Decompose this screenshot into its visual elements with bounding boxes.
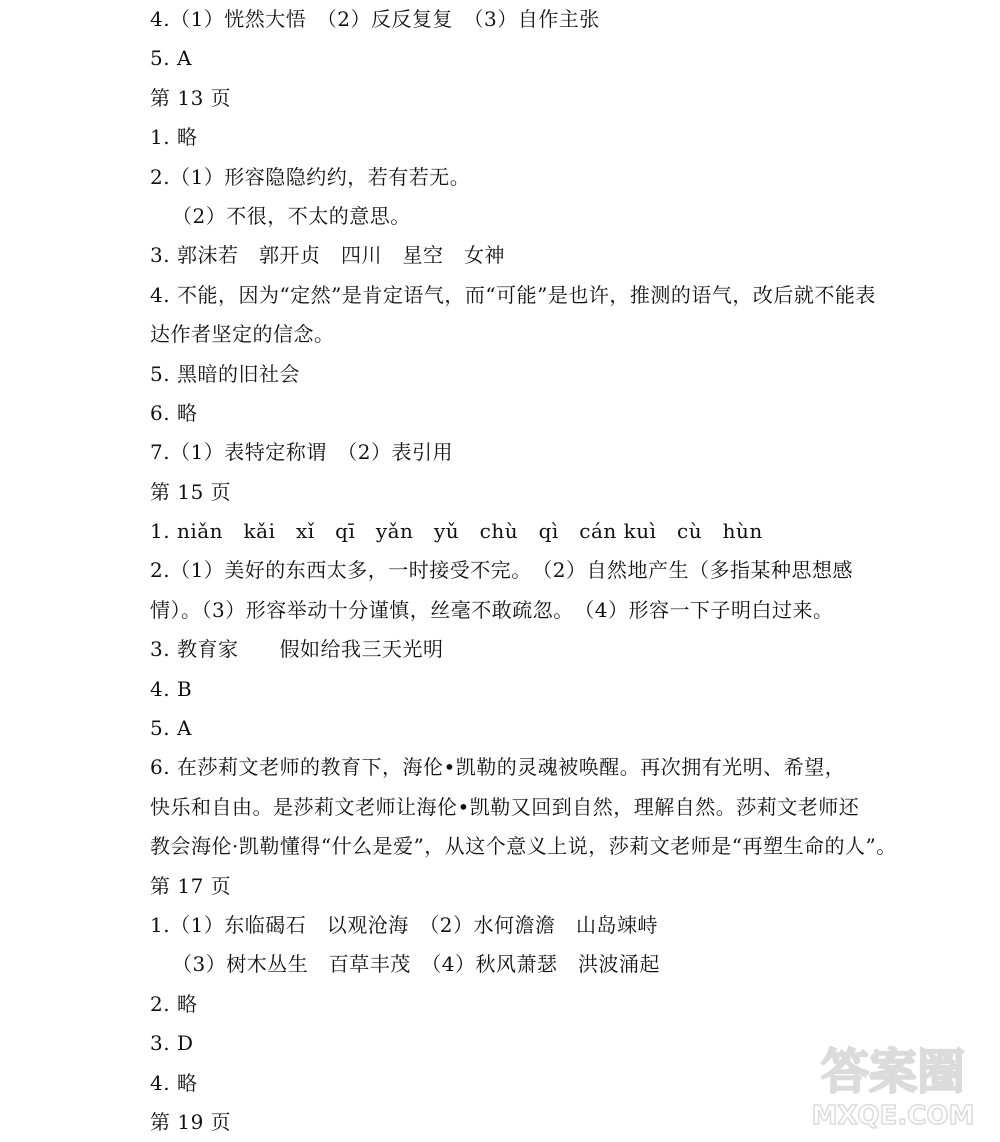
watermark-bottom: MXQE.COM: [811, 1101, 975, 1131]
answer-line: 5. A: [150, 716, 192, 741]
answer-line: 4. B: [150, 676, 193, 701]
answer-line: 2.（1）形容隐隐约约，若有若无。: [150, 164, 471, 189]
answer-line: 教会海伦·凯勒懂得“什么是爱”，从这个意义上说，莎莉文老师是“再塑生命的人”。: [150, 834, 897, 859]
answer-line: 第 15 页: [150, 479, 232, 504]
answer-line: 第 19 页: [150, 1109, 232, 1134]
watermark-logo: [798, 1032, 988, 1132]
answer-line: 3. D: [150, 1031, 194, 1056]
answer-line: 第 17 页: [150, 873, 232, 898]
answer-line: 3. 教育家 假如给我三天光明: [150, 637, 444, 662]
answer-line: 6. 在莎莉文老师的教育下，海伦•凯勒的灵魂被唤醒。再次拥有光明、希望，: [150, 755, 846, 780]
answer-line: 2.（1）美好的东西太多，一时接受不完。 （2）自然地产生（多指某种思想感: [150, 558, 854, 583]
answer-line: 1.（1）东临碣石 以观沧海 （2）水何澹澹 山岛竦峙: [150, 912, 659, 937]
answer-line: 5. 黑暗的旧社会: [150, 361, 300, 386]
answer-line: 3. 郭沫若 郭开贞 四川 星空 女神: [150, 243, 505, 268]
answer-line: 达作者坚定的信念。: [150, 322, 335, 347]
answer-line: （3）树木丛生 百草丰茂 （4）秋风萧瑟 洪波涌起: [172, 952, 660, 977]
answer-line: 1. 略: [150, 125, 198, 150]
answer-line: 1. niǎn kǎi xǐ qī yǎn yǔ chù qì cán kuì cù hùn: [150, 519, 763, 544]
answer-line: （2）不很，不太的意思。: [172, 203, 411, 228]
watermark-top: 答案圈: [820, 1044, 966, 1100]
answer-line: 情）。（3）形容举动十分谨慎，丝毫不敢疏忽。 （4）形容一下子明白过来。: [150, 597, 834, 622]
answer-line: 2. 略: [150, 991, 198, 1016]
answer-line: 6. 略: [150, 400, 198, 425]
answer-line: 快乐和自由。是莎莉文老师让海伦•凯勒又回到自然，理解自然。莎莉文老师还: [150, 794, 860, 819]
answer-line: 5. A: [150, 46, 192, 71]
answer-line: 4. 略: [150, 1070, 198, 1095]
answer-line: 4. 不能，因为“定然”是肯定语气，而“可能”是也许，推测的语气，改后就不能表: [150, 282, 876, 307]
answer-line: 第 13 页: [150, 85, 232, 110]
answer-line: 4.（1）恍然大悟 （2）反反复复 （3）自作主张: [150, 7, 600, 31]
answer-line: 7.（1）表特定称谓 （2）表引用: [150, 440, 454, 465]
